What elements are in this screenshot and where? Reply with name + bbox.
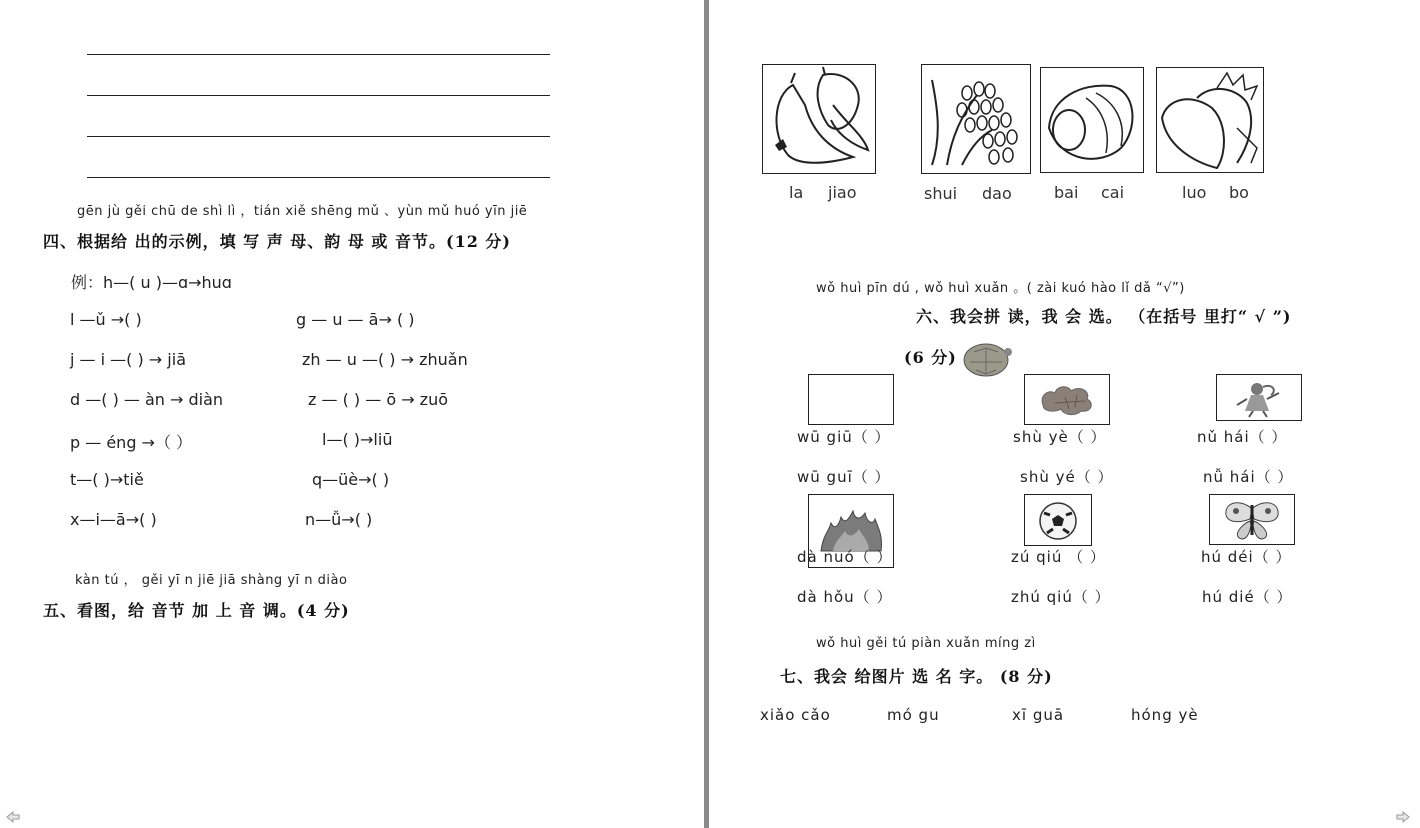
vegetable-pinyin: bai (1054, 183, 1079, 202)
exercise-left: l —ǔ →( ) (70, 310, 142, 329)
exercise-right: zh — u —( ) → zhuǎn (302, 350, 468, 369)
choice-option[interactable]: shù yè（ ） (1013, 428, 1107, 446)
turtle-icon (958, 338, 1014, 382)
exercise-right: z — ( ) — ō → zuō (308, 390, 449, 409)
choice-option[interactable]: shù yé（ ） (1020, 468, 1114, 486)
answer-line (87, 95, 550, 96)
word-choice: mó gu (887, 706, 940, 724)
section7-pinyin: wǒ huì gěi tú piàn xuǎn míng zì (816, 636, 1036, 651)
exercise-right: l—( )→liū (322, 430, 393, 449)
section4-title: 四、根据给 出的示例，填 写 声 母、韵 母 或 音节。(12 分) (43, 232, 511, 251)
section5-pinyin: kàn tú ， gěi yī n jiē jiā shàng yī n diào (75, 573, 348, 588)
exercise-left: p — éng →（ ） (70, 433, 193, 452)
exercise-right: n—ǚ→( ) (305, 510, 373, 529)
leaf-icon (1024, 374, 1110, 425)
prev-page-arrow-icon[interactable] (6, 808, 20, 820)
choice-option[interactable]: dà nuó（ ） (797, 548, 893, 566)
choice-option[interactable]: wū giū（ ） (797, 428, 891, 446)
exercise-left: j — i —( ) → jiā (70, 350, 186, 369)
vegetable-pinyin: cai (1101, 183, 1125, 202)
choice-option[interactable]: hú déi（ ） (1201, 548, 1292, 566)
choice-option[interactable]: nǚ hái（ ） (1203, 468, 1294, 486)
choice-option[interactable]: hú dié（ ） (1202, 588, 1293, 606)
girl-icon (1216, 374, 1302, 421)
page-divider (704, 0, 709, 828)
word-choice: xī guā (1012, 706, 1065, 724)
word-choice: hóng yè (1131, 706, 1199, 724)
answer-line (87, 136, 550, 137)
exercise-right: q—üè→( ) (312, 470, 390, 489)
choice-option[interactable]: nǔ hái（ ） (1197, 428, 1288, 446)
soccer-ball-icon (1024, 494, 1092, 546)
vegetable-pinyin: dao (982, 184, 1012, 203)
vegetable-pinyin: jiao (828, 183, 857, 202)
choice-option[interactable]: dà hǒu（ ） (797, 588, 893, 606)
vegetable-pinyin: la (789, 183, 804, 202)
section4-example: 例：h—( u )—ɑ→huɑ (71, 273, 232, 292)
section7-title: 七、我会 给图片 选 名 字。 (8 分) (780, 667, 1053, 686)
choice-option[interactable]: zú qiú （ ） (1011, 548, 1106, 566)
pepper-icon (762, 64, 876, 174)
vegetable-pinyin: shui (924, 184, 958, 203)
answer-line (87, 54, 550, 55)
answer-line (87, 177, 550, 178)
word-choice: xiǎo cǎo (760, 706, 831, 724)
radish-icon (1156, 67, 1264, 173)
section6-title: 六、我会拼 读，我 会 选。 （在括号 里打“ √ ”) (916, 307, 1292, 326)
butterfly-icon (1209, 494, 1295, 545)
section6-pinyin: wǒ huì pīn dú , wǒ huì xuǎn 。( zài kuó hào lǐ dǎ “√”) (816, 281, 1185, 296)
exercise-right: g — u — ā→ ( ) (296, 310, 415, 329)
exercise-left: t—( )→tiě (70, 470, 144, 489)
exercise-left: x—i—ā→( ) (70, 510, 157, 529)
picture-box-empty (808, 374, 894, 425)
vegetable-pinyin: bo (1229, 183, 1249, 202)
exercise-left: d —( ) — àn → diàn (70, 390, 224, 409)
vegetable-pinyin: luo (1182, 183, 1207, 202)
next-page-arrow-icon[interactable] (1396, 808, 1410, 820)
cabbage-icon (1040, 67, 1144, 173)
section5-title: 五、看图，给 音节 加 上 音 调。(4 分) (43, 601, 350, 620)
choice-option[interactable]: wū guī（ ） (797, 468, 891, 486)
section4-pinyin: gēn jù gěi chū de shì lì ，tián xiě shēng mǔ 、yùn mǔ huó yīn jiē (77, 204, 528, 219)
section6-points: (6 分) (904, 348, 957, 367)
choice-option[interactable]: zhú qiú（ ） (1011, 588, 1111, 606)
rice-plant-icon (921, 64, 1031, 174)
